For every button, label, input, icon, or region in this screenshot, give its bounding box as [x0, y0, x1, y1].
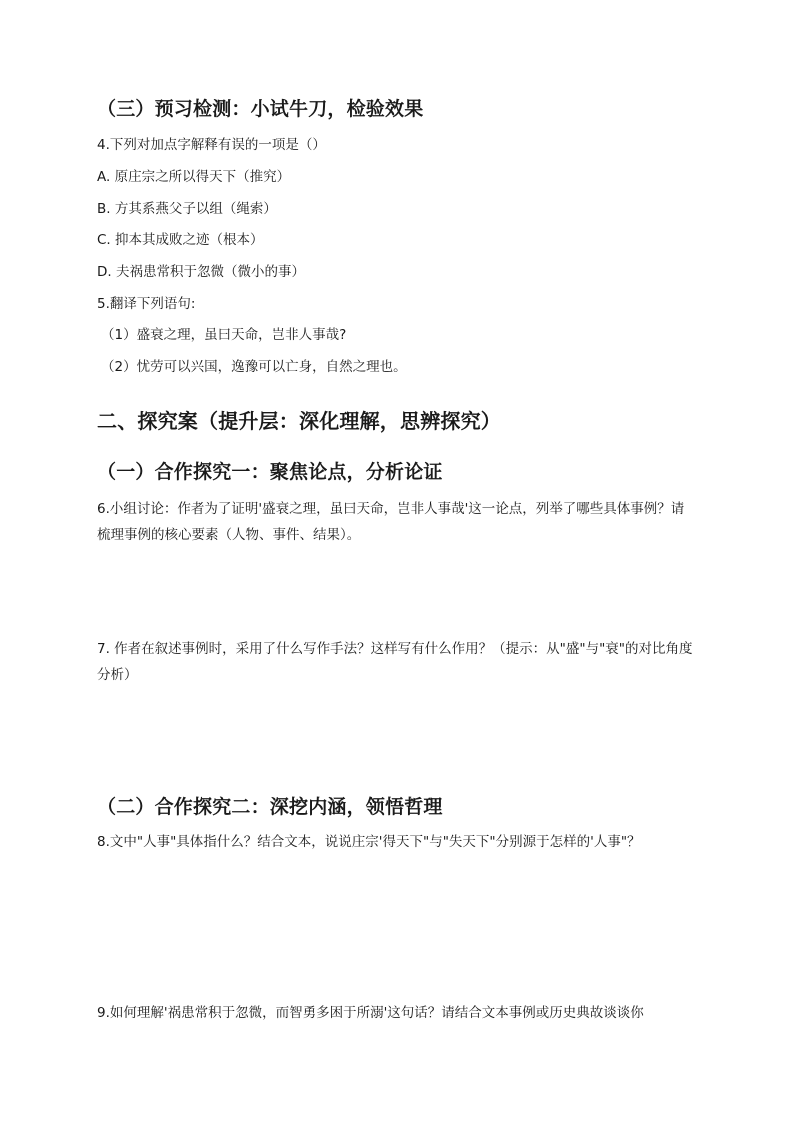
- question-5-item-1: （1）盛衰之理，虽曰天命，岂非人事哉?: [101, 327, 347, 343]
- question-5-item-2: （2）忧劳可以兴国，逸豫可以亡身，自然之理也。: [101, 359, 407, 375]
- question-4-stem: 4.下列对加点字解释有误的一项是（）: [97, 137, 326, 153]
- section-heading-explore-one: （一）合作探究一：聚焦论点，分析论证: [97, 461, 443, 483]
- question-4-option-d: D. 夫祸患常积于忽微（微小的事）: [97, 264, 305, 280]
- question-7: 7. 作者在叙述事例时，采用了什么写作手法？这样写有什么作用？（提示：从"盛"与"衰"的对比角度分析）: [97, 641, 693, 683]
- question-4-option-b: B. 方其系燕父子以组（绳索）: [97, 201, 277, 217]
- question-8: 8.文中"人事"具体指什么？结合文本，说说庄宗'得天下"与"失天下"分别源于怎样的'人事"？: [97, 834, 641, 850]
- question-5-stem: 5.翻译下列语句:: [97, 296, 196, 312]
- section-heading-preview: （三）预习检测：小试牛刀，检验效果: [97, 98, 424, 120]
- part-two-heading: 二、探究案（提升层：深化理解，思辨探究）: [97, 409, 501, 433]
- section-heading-explore-two: （二）合作探究二：深挖内涵，领悟哲理: [97, 796, 443, 818]
- question-4-option-a: A. 原庄宗之所以得天下（推究）: [97, 169, 291, 185]
- question-9: 9.如何理解'祸患常积于忽微，而智勇多困于所溺'这句话？请结合文本事例或历史典故谈谈你: [97, 1005, 644, 1021]
- question-4-option-c: C. 抑本其成败之迹（根本）: [97, 232, 264, 248]
- question-6: 6.小组讨论：作者为了证明'盛衰之理，虽曰天命，岂非人事哉'这一论点，列举了哪些具体事例？请梳理事例的核心要素（人物、事件、结果）。: [97, 501, 685, 543]
